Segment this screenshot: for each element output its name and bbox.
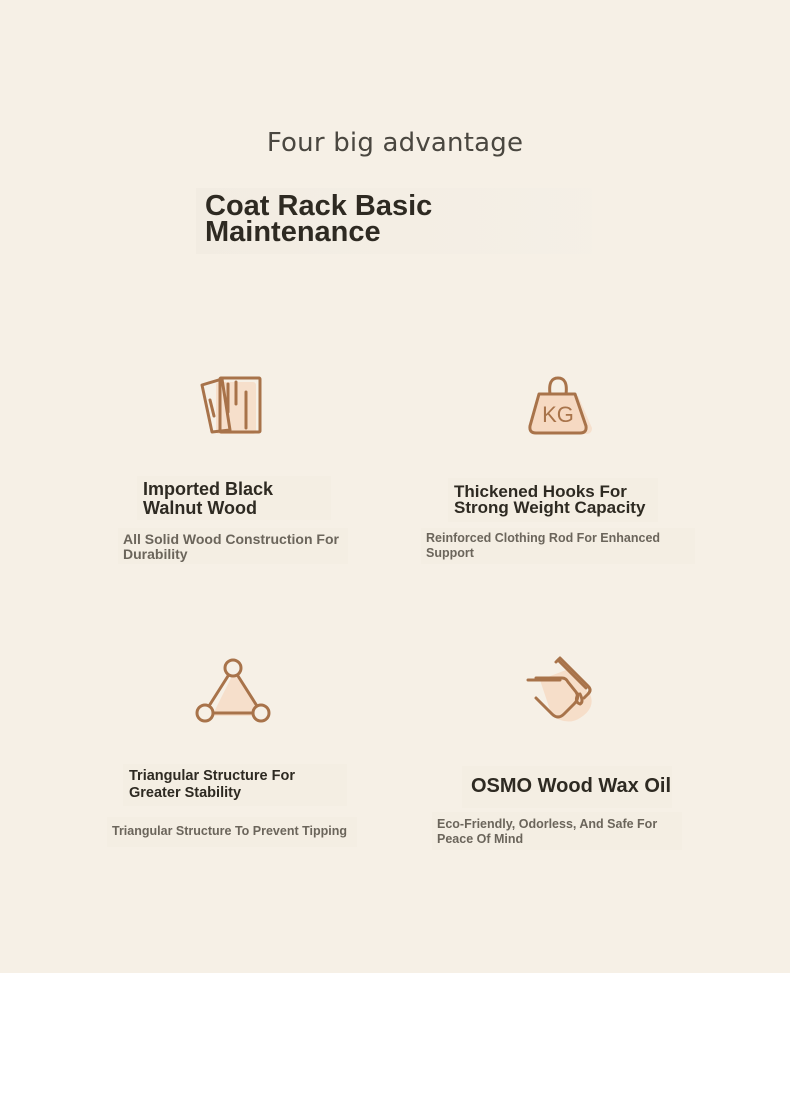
triangle-structure-icon <box>192 654 276 726</box>
feature-title: Triangular Structure For Greater Stability <box>129 768 295 801</box>
feature-description: All Solid Wood Construction For Durability <box>123 531 339 562</box>
feature-description: Eco-Friendly, Odorless, And Safe For Peace Of Mind <box>437 817 658 846</box>
feature-description: Triangular Structure To Prevent Tipping <box>112 824 347 838</box>
feature-title: Imported Black Walnut Wood <box>143 479 274 518</box>
feature-title: Thickened Hooks For Strong Weight Capacity <box>454 482 646 517</box>
wood-planks-icon <box>196 372 268 438</box>
section-heading <box>205 190 433 248</box>
heading-line-1: Coat Rack Basic <box>205 190 433 222</box>
feature-title: OSMO Wood Wax Oil <box>471 775 671 797</box>
paint-bucket-icon <box>522 652 598 728</box>
feature-description: Reinforced Clothing Rod For Enhanced Support <box>426 531 661 560</box>
section-subtitle: Four big advantage <box>266 128 524 158</box>
kg-label: KG <box>542 402 574 427</box>
heading-line-2: Maintenance <box>205 216 381 248</box>
kg-weight-icon <box>526 372 596 438</box>
